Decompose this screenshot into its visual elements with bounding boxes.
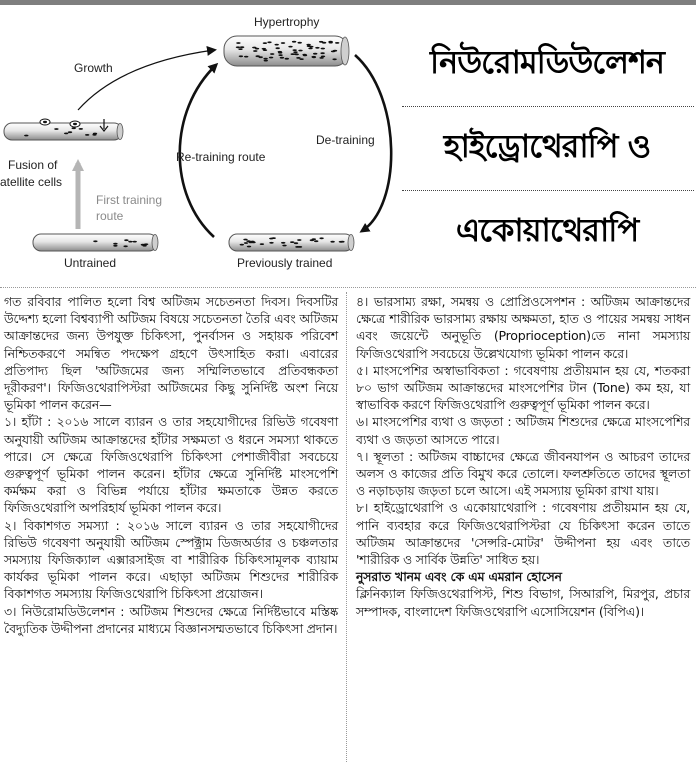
- fusion-label-line2: atellite cells: [0, 175, 63, 189]
- nucleus-mark: [296, 57, 300, 59]
- headline-line-1: নিউরোমডিউলেশন: [429, 43, 665, 81]
- point-2-paragraph: ২। বিকাশগত সমস্যা : ২০১৬ সালে ব্যারন ও তার সহযোগীদের রিভিউ গবেষণা অনুযায়ী অটিজম স্পেক্ট্রাম ডিজঅর্ডার ও চঞ্চলতার সমস্যায় ফিজিক্যাল এক্সারসাইজ বা শারীরিক চিকিৎসামূলক ব্যায়াম কার্যকর ভূমিকা পালন করে। এছাড়া অটিজম শিশুদের শারীরিক বিকাশগত সমস্যায় ফিজিওথেরাপি চিকিৎসা প্রয়োজন।: [4, 517, 338, 602]
- nucleus-mark: [236, 46, 240, 48]
- nucleus-mark: [291, 53, 295, 55]
- hypertrophy-fiber: [224, 36, 349, 66]
- nucleus-mark: [310, 239, 314, 241]
- point-3-paragraph: ৩। নিউরোমডিউলেশন : অটিজম শিশুদের ক্ষেত্রে নির্দিষ্টভাবে মস্তিষ্ক বৈদ্যুতিক উদ্দীপনা প্রদানের মাধ্যমে বিজ্ঞানসম্মতভাবে চিকিৎসা প্রদান।: [4, 603, 338, 636]
- nucleus-mark: [298, 246, 302, 248]
- nucleus-mark: [270, 53, 274, 55]
- nucleus-mark: [290, 241, 294, 243]
- retraining-label: Re-training route: [176, 150, 266, 164]
- nucleus-mark: [298, 50, 302, 52]
- nucleus-mark: [298, 42, 302, 44]
- growth-label: Growth: [74, 61, 113, 75]
- article-right-column: [356, 293, 690, 620]
- nucleus-mark: [236, 42, 240, 44]
- nucleus-mark: [263, 42, 267, 44]
- nucleus-mark: [333, 50, 337, 52]
- headline-rule-1: [402, 106, 694, 107]
- first-training-label-line2: route: [96, 209, 124, 223]
- nucleus-mark: [308, 48, 312, 50]
- nucleus-mark: [128, 241, 132, 243]
- nucleus-mark: [85, 134, 89, 136]
- nucleus-mark: [278, 54, 282, 56]
- previously-trained-label: Previously trained: [237, 256, 333, 270]
- nucleus-mark: [275, 44, 279, 46]
- nucleus-mark: [142, 245, 146, 247]
- author-details: ক্লিনিক্যাল ফিজিওথেরাপিস্ট, শিশু বিভাগ, সিআরপি, মিরপুর, প্রচার সম্পাদক, বাংলাদেশ ফিজিওথেরাপি এসোসিয়েশন (বিপিএ)।: [356, 586, 690, 619]
- nucleus-mark: [307, 45, 311, 47]
- nucleus-mark: [269, 238, 273, 240]
- nucleus-mark: [247, 246, 251, 248]
- nucleus-mark: [330, 241, 334, 243]
- growth-arrow: [78, 50, 214, 110]
- nucleus-mark: [54, 128, 58, 130]
- headline-line-3: একোয়াথেরাপি: [455, 211, 639, 249]
- nucleus-mark: [238, 48, 242, 50]
- nucleus-mark: [263, 58, 267, 60]
- fusion-label-line1: Fusion of: [8, 158, 58, 172]
- nucleus-mark: [319, 57, 323, 59]
- nucleus-mark: [68, 131, 72, 133]
- nucleus-mark: [321, 48, 325, 50]
- nucleus-mark: [244, 56, 248, 58]
- nucleus-mark: [24, 135, 28, 137]
- nucleus-mark: [240, 244, 244, 246]
- intro-paragraph: গত রবিবার পালিত হলো বিশ্ব অটিজম সচেতনতা দিবস। দিবসটির উদ্দেশ্য হলো বিশ্বব্যাপী অটিজম বিষয়ে সচেতনতা তৈরি এবং অটিজম আক্রান্তদের জন্য উপযুক্ত চিকিৎসা, পুনর্বাসন ও সহায়ক পরিবেশ নিশ্চিতকরণে সমন্বিত পদক্ষেপ গ্রহণে উৎসাহিত করা। এবারের প্রতিপাদ্য ছিল 'অটিজমের জন্য সম্মিলিতভাবে প্রতিবন্ধকতা দূরীকরণ'। ফিজিওথেরাপিস্টরা অটিজমের কিছু সুনির্দিষ্ট অংশ নিয়ে ভূমিকা পালন করেন—: [4, 294, 338, 413]
- nucleus-mark: [315, 47, 319, 49]
- nucleus-mark: [281, 42, 285, 44]
- headline-box: [398, 22, 696, 278]
- detraining-label: De-training: [316, 133, 375, 147]
- nucleus-mark: [259, 56, 263, 58]
- growth-fiber: [4, 119, 123, 140]
- nucleus-mark: [267, 41, 271, 43]
- nucleus-mark: [335, 42, 339, 44]
- point-8-paragraph: ৮। হাইড্রোথেরাপি ও একোয়াথেরাপি : গবেষণায় প্রতীয়মান হয় যে, পানি ব্যবহার করে ফিজিওথেরাপিস্টরা যে চিকিৎসা করেন তাতে অটিজম আক্রান্তদের 'সেন্সরি-মোটর' উদ্দীপনা হয় এবং তাতে 'শারীরিক ও সার্বিক উন্নতি' সাধিত হয়।: [356, 500, 690, 568]
- untrained-fiber: [33, 234, 158, 251]
- nucleus-mark: [269, 57, 273, 59]
- nucleus-mark: [282, 245, 286, 247]
- nucleus-mark: [260, 243, 264, 245]
- point-5-paragraph: ৫। মাংসপেশির অস্বাভাবিকতা : গবেষণায় প্রতীয়মান হয় যে, শতকরা ৮০ ভাগ অটিজম আক্রান্তদের মাংসপেশির টান (Tone) কম হয়, যা স্বাভাবিক করণে ফিজিওথেরাপি গুরুত্বপূর্ণ ভূমিকা পালন করে।: [356, 362, 690, 413]
- nucleus-mark: [278, 51, 282, 53]
- nucleus-mark: [239, 55, 243, 57]
- nucleus-mark: [133, 241, 137, 243]
- nucleus-mark: [312, 56, 316, 58]
- nucleus-mark: [313, 53, 317, 55]
- article-left-column: [4, 293, 338, 637]
- nucleus-mark: [293, 49, 297, 51]
- previously-trained-fiber: [229, 234, 354, 251]
- nucleus-mark: [320, 52, 324, 54]
- section-divider: [0, 287, 696, 288]
- nucleus-mark: [93, 240, 97, 242]
- nucleus-mark: [285, 58, 289, 60]
- nucleus-mark: [294, 242, 298, 244]
- nucleus-mark: [244, 242, 248, 244]
- muscle-training-diagram: [0, 5, 396, 285]
- nucleus-mark: [269, 242, 273, 244]
- untrained-label: Untrained: [64, 256, 117, 270]
- nucleus-mark: [243, 239, 247, 241]
- nucleus-mark: [113, 243, 117, 245]
- column-divider: [346, 292, 347, 762]
- nucleus-mark: [64, 133, 68, 135]
- nucleus-mark: [246, 240, 250, 242]
- nucleus-mark: [293, 51, 297, 53]
- nucleus-mark: [288, 46, 292, 48]
- point-4-paragraph: ৪। ভারসাম্য রক্ষা, সমন্বয় ও প্রোপ্রিওসেপশন : অটিজম আক্রান্তদের ক্ষেত্রে শারীরিক ভারসাম্য রক্ষায় অক্ষমতা, হাত ও পায়ের সমন্বয় সাধন এবং জয়েন্টে অনুভূতি (Proprioception)তে নানা সমস্যায় ফিজিওথেরাপি সবচেয়ে উল্লেখযোগ্য ভূমিকা পালন করে।: [356, 294, 690, 361]
- headline-rule-2: [402, 190, 694, 191]
- nucleus-mark: [240, 46, 244, 48]
- nucleus-mark: [302, 54, 306, 56]
- nucleus-mark: [297, 239, 301, 241]
- nucleus-mark: [314, 240, 318, 242]
- nucleus-mark: [280, 57, 284, 59]
- nucleus-mark: [340, 241, 344, 243]
- nucleus-mark: [332, 58, 336, 60]
- first-training-label-line1: First training: [96, 193, 163, 207]
- nucleus-mark: [264, 60, 268, 62]
- nucleus-mark: [329, 42, 333, 44]
- hypertrophy-label: Hypertrophy: [254, 15, 320, 29]
- nucleus-mark: [276, 47, 280, 49]
- point-1-paragraph: ১। হাঁটা : ২০১৬ সালে ব্যারন ও তার সহযোগীদের রিভিউ গবেষণা অনুযায়ী অটিজম আক্রান্তদের হাঁটার সক্ষমতা ও ধরনে সমস্যা থাকতে পারে। সে ক্ষেত্রে ফিজিওথেরাপি চিকিৎসা পেশাজীবীরা সবচেয়ে গুরুত্বপূর্ণ ভূমিকা পালন করেন। হাঁটার ক্ষেত্রে সুনির্দিষ্ট মাংসপেশি কর্মক্ষম করা ও বিভিন্ন পর্যায়ে হাঁটার ক্ষমতাকে উন্নত করতে ফিজিওথেরাপি অপরিহার্য ভূমিকা পালন করে।: [4, 414, 338, 516]
- nucleus-mark: [123, 245, 127, 247]
- nucleus-mark: [255, 48, 259, 50]
- nucleus-mark: [322, 42, 326, 44]
- headline-line-2: হাইড্রোথেরাপি ও: [443, 127, 651, 165]
- nucleus-mark: [72, 127, 76, 129]
- nucleus-mark: [262, 48, 266, 50]
- nucleus-mark: [253, 50, 257, 52]
- nucleus-mark: [292, 41, 296, 43]
- author-name: নুসরাত খানম এবং কে এম এমরান হোসেন: [356, 569, 562, 585]
- nucleus-mark: [281, 242, 285, 244]
- nucleus-mark: [295, 54, 299, 56]
- nucleus-mark: [92, 134, 96, 136]
- nucleus-mark: [124, 239, 128, 241]
- nucleus-mark: [319, 237, 323, 239]
- nucleus-mark: [113, 245, 117, 247]
- point-6-paragraph: ৬। মাংসপেশির ব্যথা ও জড়তা : অটিজম শিশুদের ক্ষেত্রে মাংসপেশির ব্যথা ও জড়তা আসতে পারে।: [356, 414, 690, 447]
- point-7-paragraph: ৭। স্থূলতা : অটিজম বাচ্চাদের ক্ষেত্রে জীবনযাপন ও আচরণ তাদের অলস ও কাজের প্রতি বিমুখ করে তোলে। ফলশ্রুতিতে তাদের স্থূলতা ও নড়াচড়ায় জড়তা চলে আসে। এই সমস্যায় ভূমিকা রাখা যায়।: [356, 448, 690, 499]
- nucleus-mark: [79, 128, 83, 130]
